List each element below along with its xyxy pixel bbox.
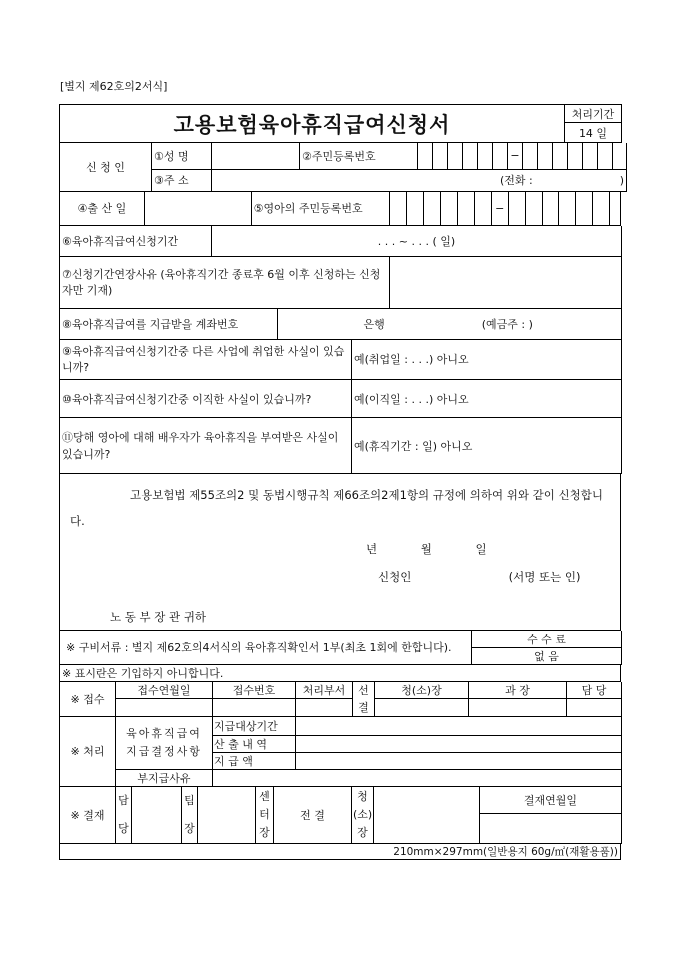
- approval-cell: [132, 787, 182, 844]
- processing-section: [116, 717, 213, 769]
- baby-rrn-digit[interactable]: [576, 192, 593, 226]
- q11-answer[interactable]: 예(휴직기간 : 일) 아니오: [352, 418, 622, 474]
- rrn-digit[interactable]: [448, 143, 463, 169]
- baby-rrn-digit[interactable]: [441, 192, 458, 226]
- approval-col-delegated: 전 결: [274, 787, 352, 844]
- period-field[interactable]: . . . ~ . . . ( 일): [212, 226, 622, 256]
- q11-label: ⑪당해 영아에 대해 배우자가 육아휴직을 부여받은 사실이 있습니까?: [60, 418, 352, 474]
- baby-rrn-separator: −: [491, 192, 508, 226]
- processing-row-benefit: 육아휴직급여: [126, 726, 202, 740]
- date-line: 년 월 일: [366, 542, 487, 556]
- baby-rrn-digit[interactable]: [457, 192, 474, 226]
- birth-label: ④출 산 일: [60, 192, 145, 226]
- baby-rrn-digit[interactable]: [559, 192, 576, 226]
- reception-col-staff: 담 당: [567, 682, 622, 699]
- name-field[interactable]: [212, 143, 300, 169]
- baby-rrn-digit[interactable]: [474, 192, 491, 226]
- rrn-digit[interactable]: [433, 143, 448, 169]
- required-docs: ※ 구비서류 : 별지 제62호의4서식의 육아휴직확인서 1부(최초 1회에 한합니다).: [60, 631, 472, 665]
- processing-item-amount: 지 급 액: [213, 752, 296, 769]
- phone-close: ): [619, 174, 624, 187]
- form-title: 고용보험육아휴직급여신청서: [60, 105, 565, 143]
- rrn-digit[interactable]: [568, 143, 583, 169]
- q10-answer[interactable]: 예(이직일 : . . .) 아니오: [352, 380, 622, 418]
- reception-cell: [375, 699, 469, 717]
- processing-row-decision: 지급결정사항: [126, 744, 202, 758]
- paper-spec: 210mm×297mm(일반용지 60g/㎡(재활용품)): [60, 844, 621, 860]
- processing-value: [213, 769, 622, 786]
- processing-item-calc: 산 출 내 역: [213, 735, 296, 752]
- reception-col-dept: 처리부서: [296, 682, 353, 699]
- rrn-digit[interactable]: [598, 143, 613, 169]
- declaration-block: [60, 474, 621, 631]
- baby-rrn-digit[interactable]: [610, 192, 621, 226]
- applicant-label: 신 청 인: [60, 143, 152, 191]
- baby-rrn-digit[interactable]: [407, 192, 424, 226]
- approval-date-label: 결재연월일: [480, 787, 622, 814]
- q9-label: ⑨육아휴직급여신청기간중 다른 사업에 취업한 사실이 있습니까?: [60, 340, 352, 380]
- rrn-digit[interactable]: [583, 143, 598, 169]
- account-label: ⑧육아휴직급여를 지급받을 계좌번호: [60, 309, 278, 339]
- baby-rrn-digit[interactable]: [424, 192, 441, 226]
- approval-date-field: [480, 814, 622, 843]
- depositor-label: (예금주 : ): [481, 317, 533, 331]
- processing-label: ※ 처리: [60, 717, 116, 786]
- birth-field[interactable]: [144, 192, 251, 226]
- extension-field[interactable]: [390, 257, 622, 309]
- approval-col-chief: 청(소)장: [352, 787, 374, 844]
- baby-rrn-digit[interactable]: [593, 192, 610, 226]
- rrn-digit[interactable]: [553, 143, 568, 169]
- address-field[interactable]: [212, 169, 627, 191]
- approval-col-center: 센터장: [256, 787, 274, 844]
- processing-item-period: 지급대상기간: [213, 717, 296, 735]
- reception-cell: [567, 699, 622, 717]
- processing-row-nonpayment: 부지급사유: [116, 769, 213, 786]
- extension-label: ⑦신청기간연장사유 (육아휴직기간 종료후 6월 이후 신청하는 신청자만 기재): [60, 257, 390, 309]
- rrn-label: ②주민등록번호: [300, 143, 418, 169]
- reception-col-prior: 선결: [353, 682, 375, 717]
- address-label: ③주 소: [152, 169, 212, 191]
- rrn-digit[interactable]: [538, 143, 553, 169]
- baby-rrn-digit[interactable]: [525, 192, 542, 226]
- office-note: ※ 표시란은 기입하지 아니합니다.: [60, 665, 621, 682]
- reception-cell: [116, 699, 213, 717]
- processing-value: [296, 717, 622, 735]
- sign-note: (서명 또는 인): [508, 570, 581, 584]
- form-reference: [별지 제62호의2서식]: [60, 80, 168, 93]
- approval-label: ※ 결재: [60, 787, 116, 844]
- processing-period-label: 처리기간: [565, 105, 622, 123]
- approval-col-team: 팀장: [182, 787, 198, 844]
- baby-rrn-digit[interactable]: [508, 192, 525, 226]
- baby-rrn-digit[interactable]: [542, 192, 559, 226]
- rrn-digit[interactable]: [418, 143, 433, 169]
- rrn-digit[interactable]: [478, 143, 493, 169]
- reception-col-section: 과 장: [469, 682, 567, 699]
- addressee: 노 동 부 장 관 귀하: [110, 610, 207, 624]
- rrn-separator: −: [508, 143, 523, 169]
- reception-col-chief: 청(소)장: [375, 682, 469, 699]
- processing-period-value: 14 일: [565, 123, 622, 143]
- reception-cell: [296, 699, 353, 717]
- q9-answer[interactable]: 예(취업일 : . . .) 아니오: [352, 340, 622, 380]
- processing-value: [296, 752, 622, 769]
- name-label: ①성 명: [152, 143, 212, 169]
- reception-cell: [213, 699, 296, 717]
- account-field[interactable]: [278, 309, 622, 339]
- q10-label: ⑩육아휴직급여신청기간중 이직한 사실이 있습니까?: [60, 380, 352, 418]
- applicant-sign-label: 신청인: [378, 570, 412, 584]
- rrn-digit[interactable]: [463, 143, 478, 169]
- baby-rrn-label: ⑤영아의 주민등록번호: [251, 192, 390, 226]
- reception-col-date: 접수연월일: [116, 682, 213, 699]
- fee-label: 수 수 료: [472, 631, 622, 648]
- rrn-digit[interactable]: [613, 143, 627, 169]
- approval-cell: [374, 787, 480, 844]
- rrn-digit[interactable]: [493, 143, 508, 169]
- phone-label: (전화 :: [499, 174, 533, 187]
- declaration-text: 고용보험법 제55조의2 및 동법시행규칙 제66조의2제1항의 규정에 의하여 위와 같이 신청합니다.: [70, 488, 603, 528]
- rrn-digit[interactable]: [523, 143, 538, 169]
- processing-value: [296, 735, 622, 752]
- fee-value: 없 음: [472, 648, 622, 665]
- baby-rrn-digit[interactable]: [390, 192, 407, 226]
- reception-cell: [469, 699, 567, 717]
- approval-cell: [198, 787, 256, 844]
- approval-col-staff: 담당: [116, 787, 132, 844]
- reception-col-number: 접수번호: [213, 682, 296, 699]
- bank-label: 은행: [363, 317, 385, 331]
- reception-label: ※ 접수: [60, 682, 116, 717]
- application-form: [59, 104, 624, 860]
- period-label: ⑥육아휴직급여신청기간: [60, 226, 212, 256]
